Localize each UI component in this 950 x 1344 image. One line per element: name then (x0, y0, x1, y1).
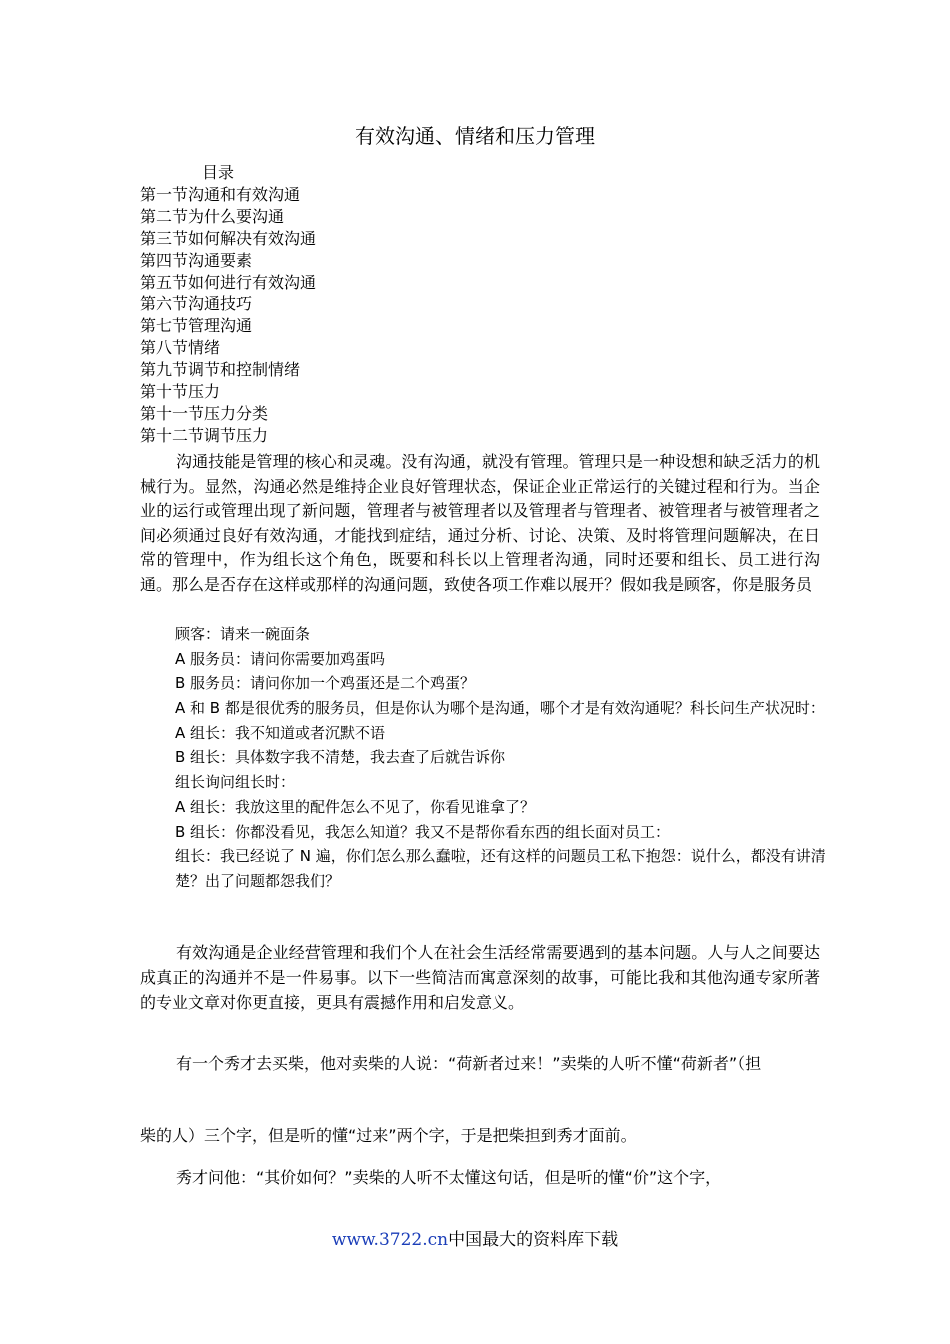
dialog-line: B 组长：你都没看见，我怎么知道？我又不是帮你看东西的组长面对员工： (175, 822, 671, 841)
table-of-contents (140, 162, 316, 447)
toc-item: 第五节如何进行有效沟通 (140, 272, 317, 292)
dialog-line: B 组长：具体数字我不清楚，我去查了后就告诉你 (175, 748, 506, 767)
story-line-3: 秀才问他：“其价如何？”卖柴的人听不太懂这句话，但是听的懂“价”这个字， (176, 1168, 722, 1187)
toc-heading: 目录 (202, 163, 235, 182)
page-footer (0, 1229, 950, 1251)
dialog-line: A 和 B 都是很优秀的服务员，但是你认为哪个是沟通，哪个才是有效沟通呢？科长问生产状况时： (175, 699, 825, 718)
dialog-line: A 组长：我放这里的配件怎么不见了，你看见谁拿了？ (175, 797, 536, 816)
story-line-1: 有一个秀才去买柴，他对卖柴的人说：“荷新者过来！”卖柴的人听不懂“荷新者”（担 (176, 1054, 762, 1073)
toc-item: 第六节沟通技巧 (140, 294, 253, 314)
dialog-line: 组长：我已经说了 N 遍，你们怎么那么蠢啦，还有这样的问题员工私下抱怨：说什么，都没有讲清楚？出了问题都怨我们？ (175, 847, 826, 890)
toc-item: 第四节沟通要素 (140, 250, 253, 270)
story-line-2: 柴的人）三个字，但是听的懂“过来”两个字，于是把柴担到秀才面前。 (140, 1126, 637, 1145)
toc-item: 第十二节调节压力 (140, 425, 269, 445)
document-title: 有效沟通、情绪和压力管理 (355, 124, 595, 148)
dialog-line: 组长询问组长时： (175, 773, 296, 792)
footer-link[interactable]: www.3722.cn (331, 1230, 449, 1250)
toc-item: 第十一节压力分类 (140, 403, 269, 423)
dialog-line: A 组长：我不知道或者沉默不语 (175, 723, 386, 742)
toc-item: 第二节为什么要沟通 (140, 206, 285, 226)
toc-item: 第九节调节和控制情绪 (140, 360, 301, 380)
intro-paragraph: 沟通技能是管理的核心和灵魂。没有沟通，就没有管理。管理只是一种设想和缺乏活力的机械行为。显然，沟通必然是维持企业良好管理状态，保证企业正常运行的关键过程和行为。当企业的运行或管理出现了新问题，管理者与被管理者以及管理者与管理者、被管理者与被管理者之间必须通过良好有效沟通，才能找到症结，通过分析、讨论、决策、及时将管理问题解决，在日常的管理中，作为组长这个角色，既要和科长以上管理者沟通，同时还要和组长、员工进行沟通。那么是否存在这样或那样的沟通问题，致使各项工作难以展开？假如我是顾客，你是服务员 (140, 452, 820, 594)
dialog-examples (175, 622, 835, 894)
dialog-line: A 服务员：请问你需要加鸡蛋吗 (175, 649, 386, 668)
toc-item: 第三节如何解决有效沟通 (140, 228, 317, 248)
footer-text: 中国最大的资料库下载 (448, 1230, 619, 1250)
toc-item: 第十节压力 (140, 382, 221, 402)
dialog-line: B 服务员：请问你加一个鸡蛋还是二个鸡蛋？ (175, 674, 476, 693)
toc-item: 第八节情绪 (140, 338, 221, 358)
dialog-line: 顾客：请来一碗面条 (175, 625, 311, 643)
toc-item: 第七节管理沟通 (140, 316, 253, 336)
second-paragraph: 有效沟通是企业经营管理和我们个人在社会生活经常需要遇到的基本问题。人与人之间要达成真正的沟通并不是一件易事。以下一些简洁而寓意深刻的故事，可能比我和其他沟通专家所著的专业文章对你更直接，更具有震撼作用和启发意义。 (140, 943, 820, 1012)
toc-item: 第一节沟通和有效沟通 (140, 185, 301, 204)
